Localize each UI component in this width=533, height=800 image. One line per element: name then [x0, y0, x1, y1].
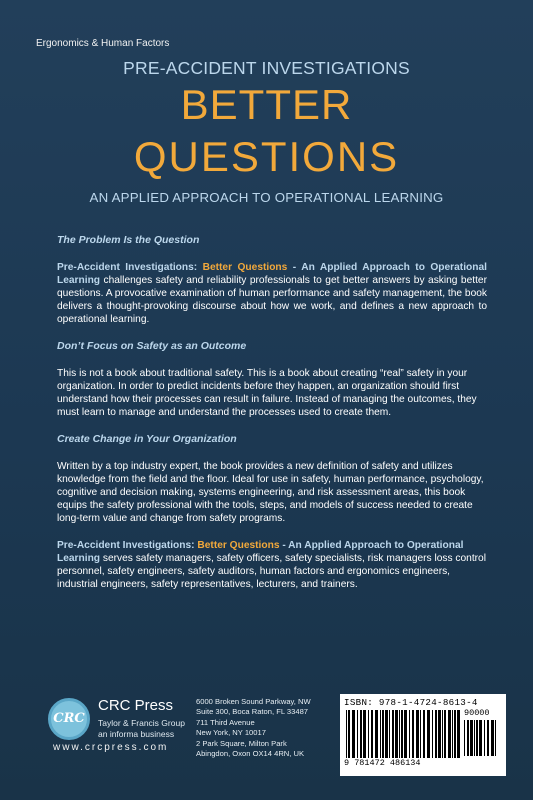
- paragraph-text: challenges safety and reliability professionals to get better answers by asking better questions. A provocative examination of human performance and safety management, the book delivers a thought-provoking discourse about how we work, and defines a new approach to operational learning.: [57, 275, 487, 325]
- barcode-bar: [491, 720, 494, 756]
- barcode-bar: [479, 720, 482, 756]
- book-title-highlight: Better Questions: [197, 540, 280, 551]
- barcode-bar: [470, 720, 473, 756]
- paragraph-outcome: This is not a book about traditional safety. This is a book about creating “real” safety in your organization. In order to predict incidents before they happen, an organization should first understand how their processes can result in failure. Instead of managing the outcomes, they must learn to manage and understand the processes used to create them.: [57, 368, 477, 418]
- address-line: 6000 Broken Sound Parkway, NW: [196, 697, 311, 706]
- barcode-bar: [444, 710, 446, 758]
- barcode-bar: [348, 710, 350, 758]
- barcode-bar: [464, 720, 465, 756]
- address-line: 711 Third Avenue: [196, 718, 255, 727]
- barcode-bar: [476, 720, 478, 756]
- barcode-bar: [484, 720, 485, 756]
- publisher-website: www.crcpress.com: [53, 742, 169, 753]
- barcode-bar: [487, 720, 489, 756]
- section-heading-change: Create Change in Your Organization: [57, 433, 237, 445]
- address-uk: [196, 739, 304, 758]
- barcode-bar: [409, 710, 410, 758]
- barcode-bar: [368, 710, 369, 758]
- barcode-addon-bars-icon: [464, 720, 498, 756]
- book-title-ref-rest: - An Applied Approach to Operational Learning: [57, 540, 464, 564]
- barcode-bars-icon: [346, 710, 460, 758]
- barcode-bar: [385, 710, 388, 758]
- subtitle: AN APPLIED APPROACH TO OPERATIONAL LEARNING: [89, 190, 444, 205]
- paragraph-problem: [57, 261, 487, 326]
- section-heading-problem: The Problem Is the Question: [57, 234, 200, 246]
- address-line: Abingdon, Oxon OX14 4RN, UK: [196, 748, 305, 758]
- publisher-group: Taylor & Francis Group: [98, 718, 185, 728]
- barcode-bar: [404, 710, 407, 758]
- barcode-bar: [395, 710, 398, 758]
- barcode-bar: [467, 720, 469, 756]
- publisher-informa: an informa business: [98, 729, 175, 739]
- barcode-bar: [438, 710, 441, 758]
- section-heading-outcome: Don’t Focus on Safety as an Outcome: [57, 340, 247, 352]
- barcode-bar: [427, 710, 430, 758]
- barcode-bar: [401, 710, 403, 758]
- barcode-bar: [457, 710, 460, 758]
- barcode-bar: [442, 710, 443, 758]
- address-newyork: [196, 718, 266, 737]
- paragraph-change: Written by a top industry expert, the book provides a new definition of safety and utilizes knowledge from the field and the floor. Ideal for use in safety, human performance, psychology, cognitive and decision making, systems engineering, and risk assessment areas, this book equips the safety professional with the tools, steps, and models of success needed to create long-term value and change from safety programs.: [57, 461, 484, 524]
- isbn-barcode: [340, 694, 506, 776]
- address-line: 2 Park Square, Milton Park: [196, 739, 287, 748]
- title-line-1: BETTER: [180, 81, 353, 128]
- barcode-bar: [375, 710, 378, 758]
- address-florida: [196, 697, 311, 716]
- title-line-2: QUESTIONS: [133, 133, 400, 180]
- barcode-bar: [382, 710, 384, 758]
- title-top: PRE-ACCIDENT INVESTIGATIONS: [123, 58, 410, 78]
- barcode-bar: [448, 710, 451, 758]
- barcode-bar: [363, 710, 366, 758]
- series-name: Ergonomics & Human Factors: [36, 38, 170, 49]
- publisher-name: CRC Press: [98, 697, 174, 714]
- barcode-bar: [454, 710, 456, 758]
- barcode-addon-number: 90000: [464, 708, 490, 718]
- description: [57, 234, 487, 605]
- book-title-ref: Pre-Accident Investigations:: [57, 540, 198, 551]
- isbn-label: ISBN: 978-1-4724-8613-4: [344, 697, 478, 708]
- barcode-bar: [420, 710, 421, 758]
- paragraph-audience: [57, 539, 487, 591]
- barcode-bar: [435, 710, 437, 758]
- address-line: New York, NY 10017: [196, 727, 266, 737]
- barcode-bar: [399, 710, 400, 758]
- barcode-bar: [352, 710, 355, 758]
- barcode-bar: [416, 710, 419, 758]
- paragraph-text: serves safety managers, safety officers, safety specialists, risk managers loss control personnel, safety engineers, safety auditors, human factors and ergonomics engineers, industrial engineers, safety representatives, lecturers, and trainers.: [57, 553, 486, 590]
- barcode-bar: [389, 710, 390, 758]
- book-title-ref-rest: - An Applied Approach to Operational Learning: [57, 262, 487, 286]
- barcode-bar: [360, 710, 362, 758]
- address-line: Suite 300, Boca Raton, FL 33487: [196, 706, 309, 716]
- book-title-ref: Pre-Accident Investigations:: [57, 262, 203, 273]
- barcode-bar: [452, 710, 453, 758]
- book-title-highlight: Better Questions: [202, 262, 288, 273]
- barcode-bar: [346, 710, 347, 758]
- barcode-bar: [371, 710, 373, 758]
- barcode-number: 9 781472 486134: [344, 758, 421, 768]
- crc-logo-icon: CRC: [48, 698, 90, 740]
- barcode-bar: [432, 710, 433, 758]
- barcode-bar: [495, 720, 496, 756]
- barcode-bar: [474, 720, 475, 756]
- barcode-bar: [423, 710, 425, 758]
- barcode-bar: [412, 710, 414, 758]
- barcode-bar: [357, 710, 358, 758]
- barcode-bar: [392, 710, 394, 758]
- barcode-bar: [380, 710, 381, 758]
